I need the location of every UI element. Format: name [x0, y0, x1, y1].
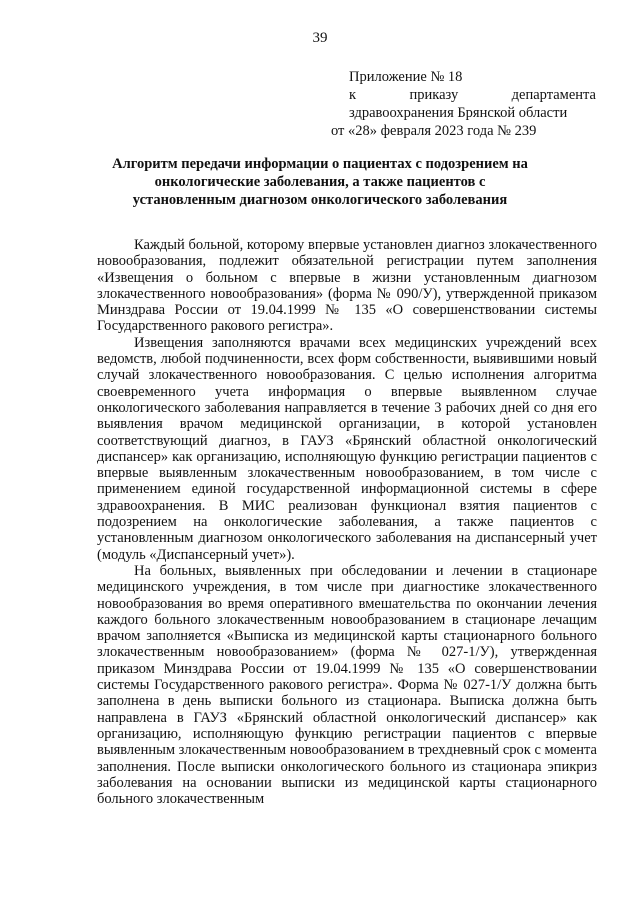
appendix-header [331, 68, 596, 140]
appendix-department: здравоохранения Брянской области [349, 105, 568, 121]
page-number: 39 [312, 30, 328, 46]
appendix-date: от «28» февраля 2023 года № 239 [331, 123, 537, 139]
paragraph: Каждый больной, которому впервые установлен диагноз злокачественного новообразования, подлежит обязательной регистрации путем заполнения «Извещения о больном с впервые в жизни установленным диагнозом злокачественного новообразования» (форма № 090/У), утвержденной приказом Минздрава России от 19.04.1999 № 135 «О совершенствовании системы Государственного ракового регистра». [97, 237, 597, 335]
appendix-number: Приложение № 18 [349, 69, 463, 85]
paragraph: На больных, выявленных при обследовании и лечении в стационаре медицинского учреждения, в том числе при диагностике злокачественного новообразования во время оперативного вмешательства по окончании лечения каждого больного злокачественным новообразованием в стационаре лечащим врачом заполняется «Выписка из медицинской карты стационарного больного злокачественным новообразованием» (форма № 027-1/У), утвержденная приказом Минздрава России от 19.04.1999 № 135 «О совершенствовании системы Государственного ракового регистра». Форма № 027-1/У должна быть заполнена в день выписки больного из стационара. Выписка должна быть направлена в ГАУЗ «Брянский областной онкологический диспансер» как организацию, исполняющую функцию регистрации пациентов с впервые выявленным злокачественным новообразованием в трехдневный срок с момента заполнения. После выписки онкологического больного из стационара эпикриз заболевания на основании выписки из медицинской карты стационарного больного злокачественным [97, 562, 597, 808]
document-body [97, 237, 597, 807]
paragraph: Извещения заполняются врачами всех медицинских учреждений всех ведомств, любой подчиненности, всех форм собственности, выявившими новый случай злокачественного новообразования. С целью исполнения алгоритма своевременного учета информация о впервые выявленном случае онкологического заболевания направляется в течение 3 рабочих дней со дня его выявления врачом медицинской организации, в которой установлен соответствующий диагноз, в ГАУЗ «Брянский областной онкологический диспансер» как организацию, исполняющую функцию регистрации пациентов с впервые выявленным злокачественным новообразованием, в том числе с применением единой государственной информационной системы в сфере здравоохранения. В МИС реализован функционал взятия пациентов с подозрением на онкологические заболевания, а также пациентов с установленным диагнозом онкологического заболевания на диспансерный учет (модуль «Диспансерный учет»). [97, 334, 597, 563]
document-title: Алгоритм передачи информации о пациентах с подозрением на онкологические заболевания, а также пациентов с установленным диагнозом онкологического заболевания [112, 156, 528, 208]
appendix-order-ref: к приказу департамента [349, 87, 596, 103]
